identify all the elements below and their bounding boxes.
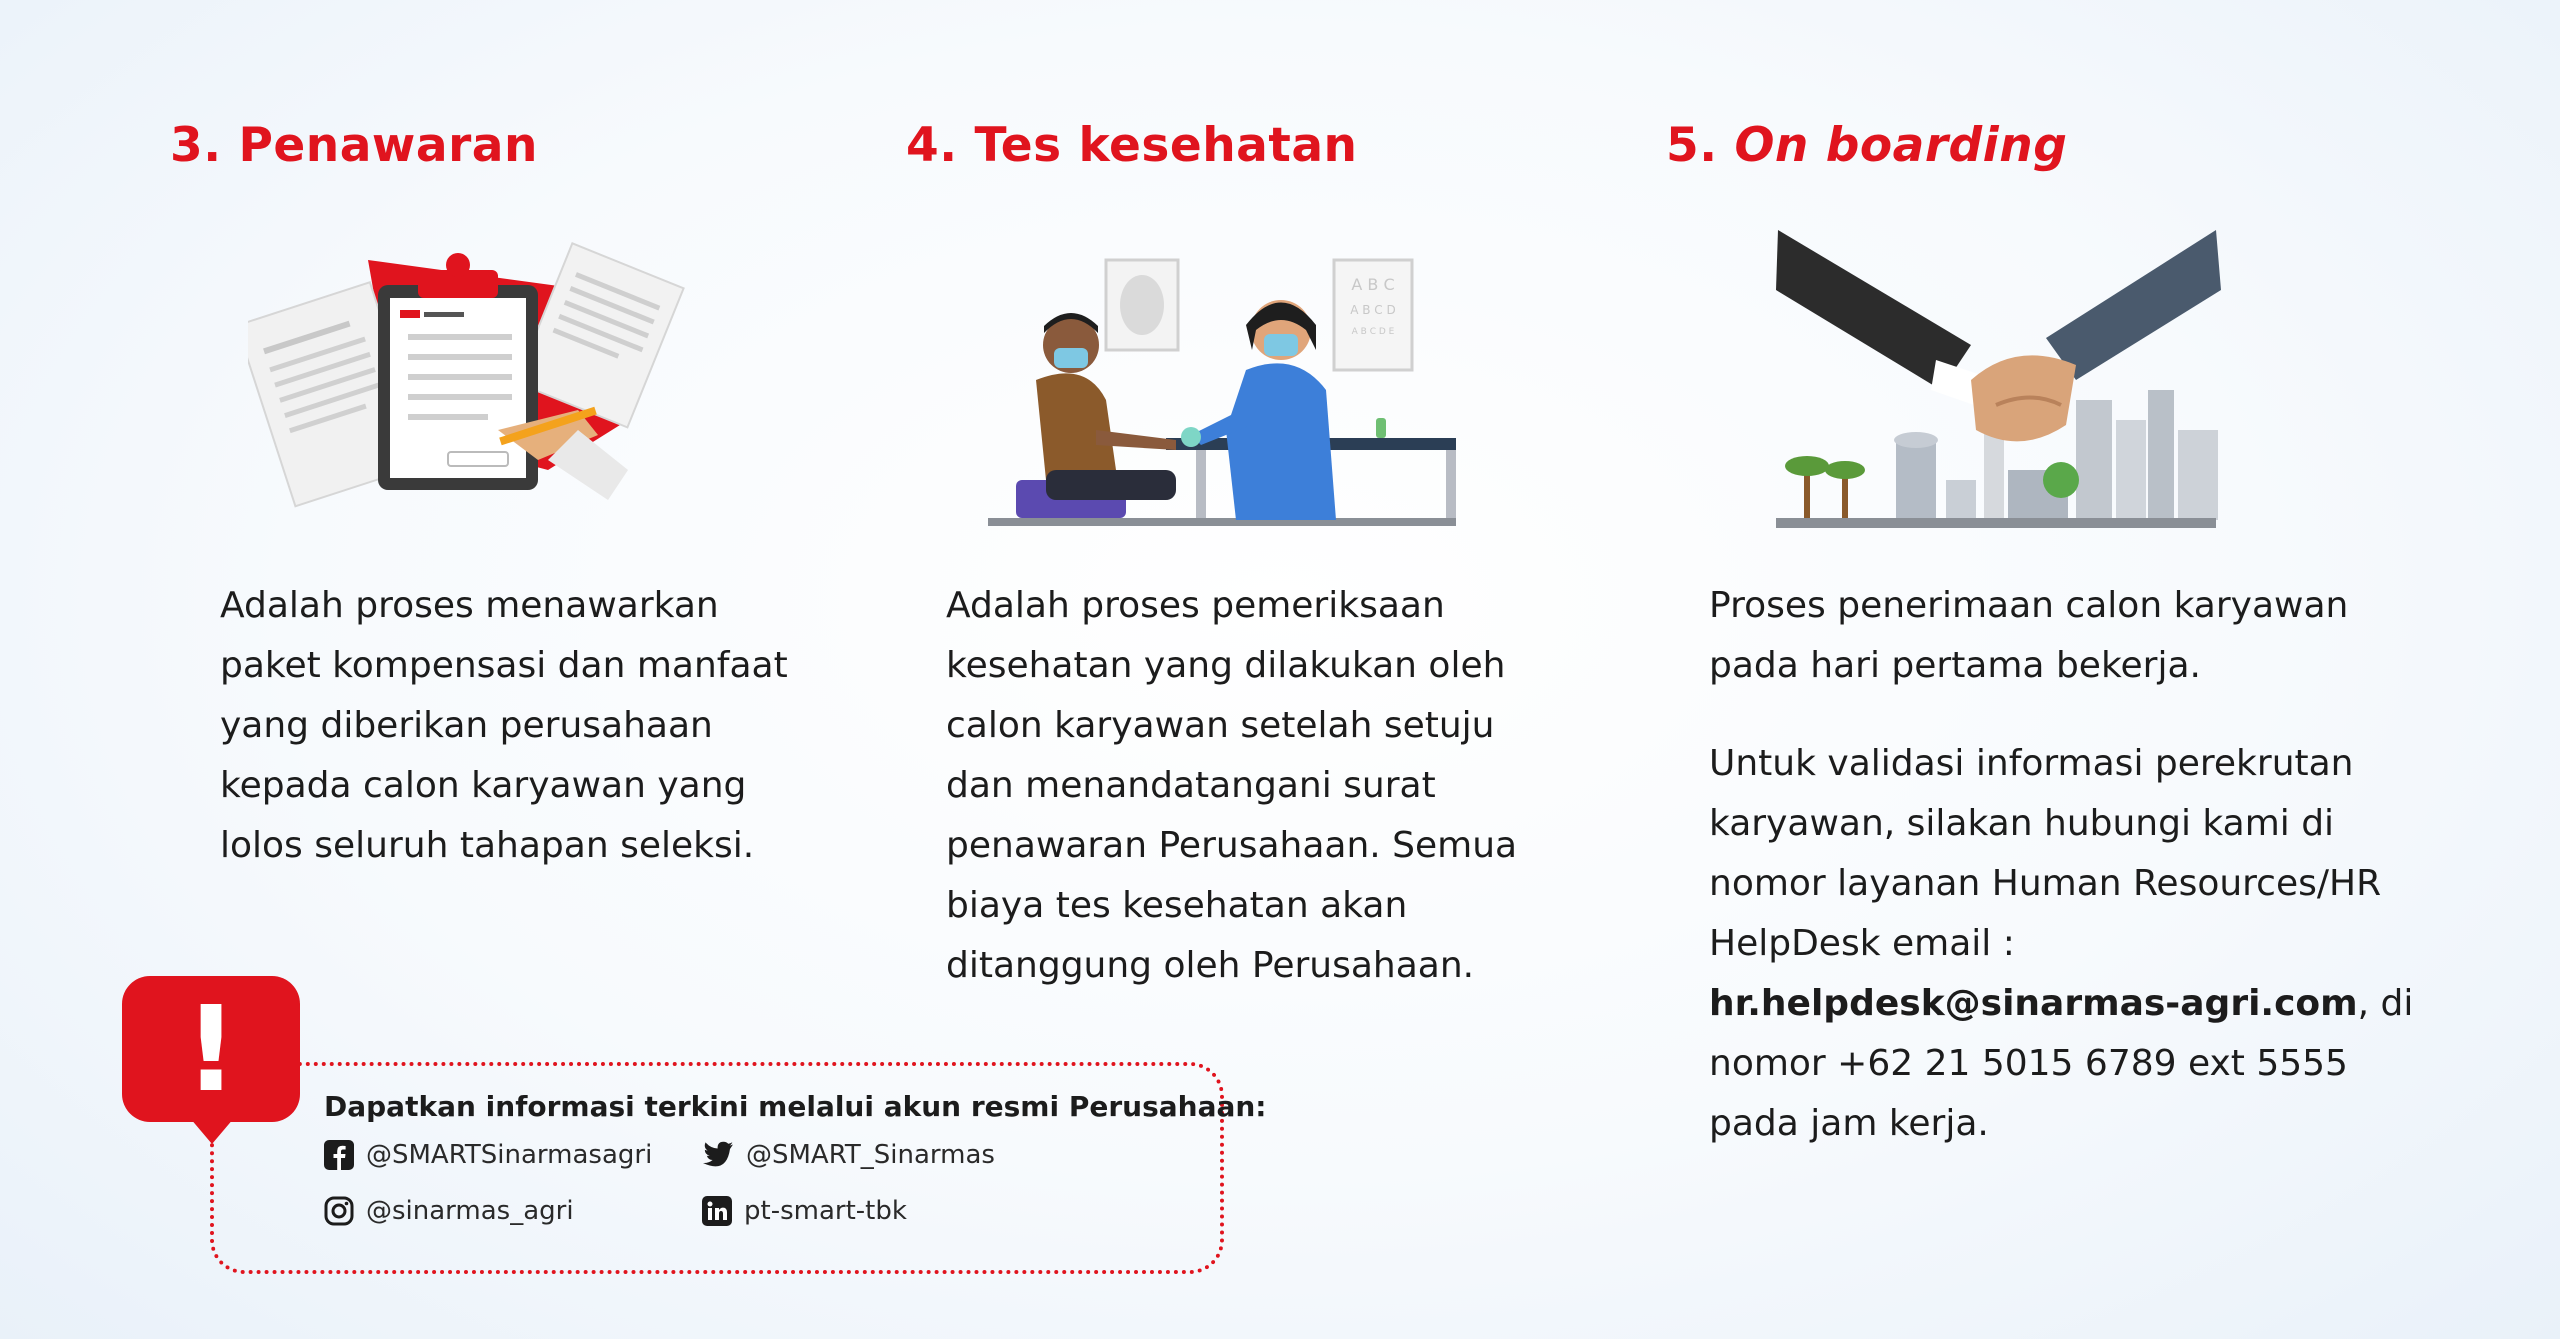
social-handle: @sinarmas_agri <box>366 1196 574 1226</box>
social-linkedin[interactable] <box>702 1196 907 1226</box>
contact-email[interactable]: hr.helpdesk@sinarmas-agri.com <box>1709 983 2358 1024</box>
step-description: Adalah proses pemeriksaan kesehatan yang dilakukan oleh calon karyawan setelah setuju dan menandatangani surat penawaran Perusahaan. Semua biaya tes kesehatan akan ditanggung oleh Perusahaan. <box>946 585 1518 986</box>
linkedin-icon <box>702 1196 732 1226</box>
social-handle: @SMART_Sinarmas <box>746 1140 995 1170</box>
step-description: Adalah proses menawarkan paket kompensasi dan manfaat yang diberikan perusahaan kepada calon karyawan yang lolos seluruh tahapan seleksi. <box>220 585 788 866</box>
social-instagram[interactable] <box>324 1196 574 1226</box>
info-title: Dapatkan informasi terkini melalui akun resmi Perusahaan: <box>324 1090 1267 1123</box>
handshake-city-icon <box>1776 230 2246 534</box>
alert-tail <box>190 1118 234 1144</box>
social-handle: pt-smart-tbk <box>744 1196 907 1226</box>
medical-checkup-icon <box>976 230 1456 534</box>
twitter-icon <box>702 1141 734 1169</box>
instagram-icon <box>324 1196 354 1226</box>
social-twitter[interactable] <box>702 1140 995 1170</box>
step-heading: 4. Tes kesehatan <box>906 118 1358 173</box>
facebook-icon <box>324 1140 354 1170</box>
step-heading: 5. On boarding <box>1666 118 2068 173</box>
contact-info: Untuk validasi informasi perekrutan karyawan, silakan hubungi kami di nomor layanan Human Resources/HR HelpDesk email : hr.helpdesk@sinarmas-agri.com, di nomor +62 21 5015 6789 ext 5555 pada jam kerja. <box>1709 743 2414 1144</box>
exclamation-icon: ! <box>122 976 300 1122</box>
svg-text:A B C D: A B C D <box>1350 303 1396 317</box>
step-description: Proses penerimaan calon karyawan pada hari pertama bekerja. <box>1709 585 2349 686</box>
svg-text:A B C: A B C <box>1351 275 1395 294</box>
social-handle: @SMARTSinarmasagri <box>366 1140 653 1170</box>
svg-text:A B C D E: A B C D E <box>1351 327 1395 337</box>
clipboard-contract-icon <box>248 230 688 534</box>
step-heading: 3. Penawaran <box>170 118 538 173</box>
social-facebook[interactable] <box>324 1140 652 1170</box>
